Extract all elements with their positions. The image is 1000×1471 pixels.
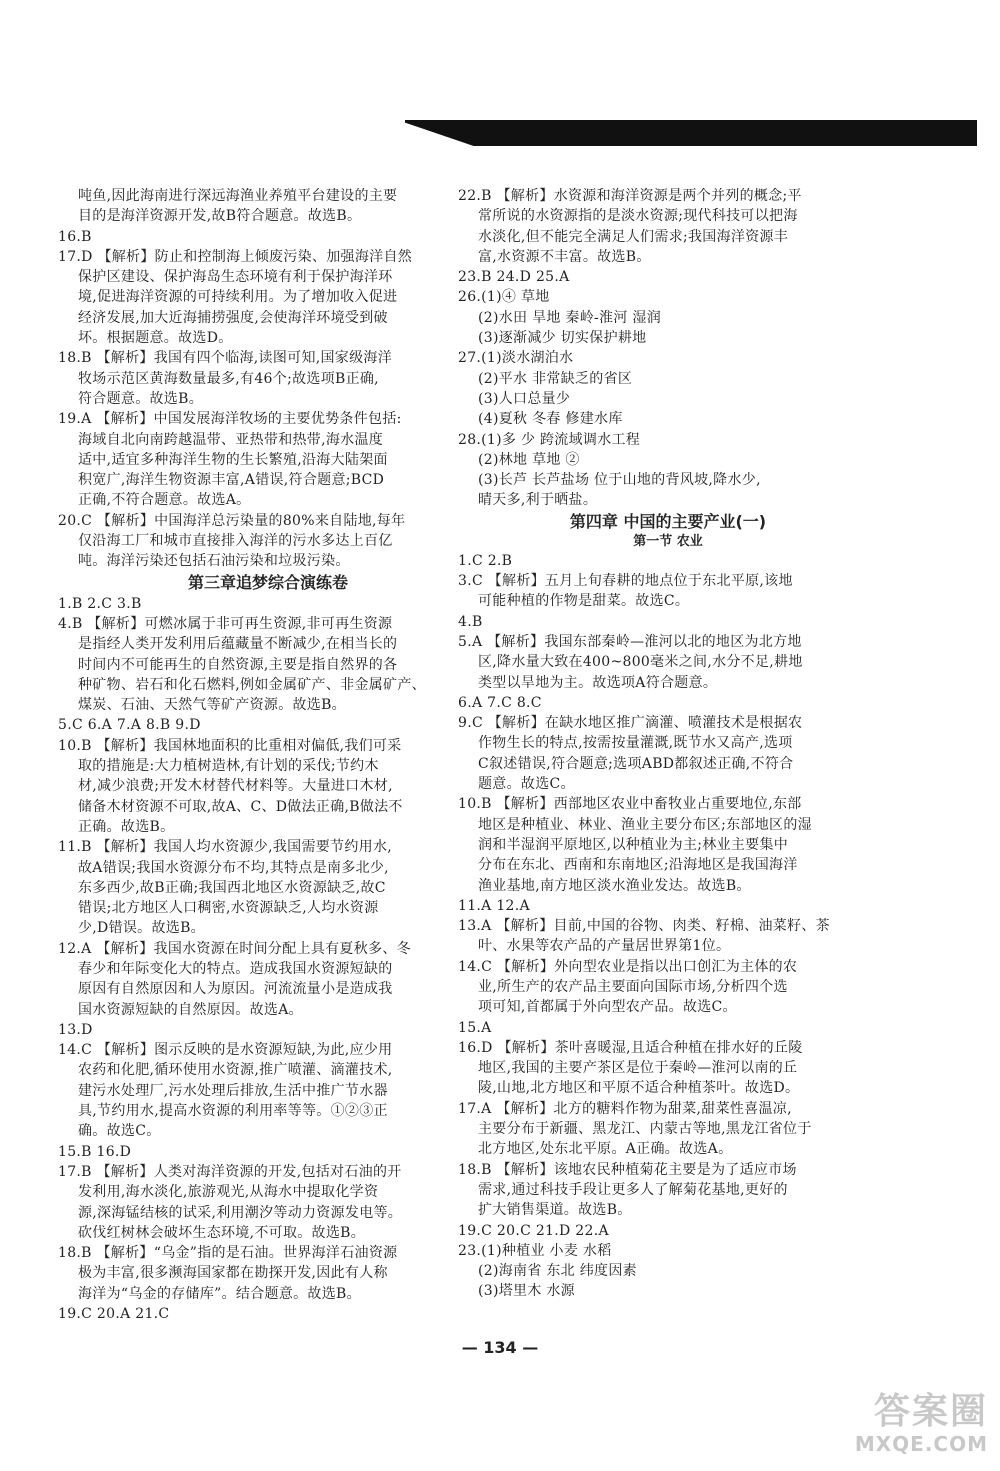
answer-line: 富,水资源不丰富。故选B。 <box>478 248 651 265</box>
answer-line: 20.C 【解析】中国海洋总污染量的80%来自陆地,每年 <box>58 512 406 529</box>
answer-line: 海洋为“乌金的存储库”。结合题意。故选B。 <box>78 1285 361 1302</box>
answer-line: 18.B 【解析】“乌金”指的是石油。世界海洋石油资源 <box>58 1245 398 1262</box>
answer-line: 春少和年际变化大的特点。造成我国水资源短缺的 <box>78 960 393 977</box>
answer-line: 地区是种植业、林业、渔业主要分布区;东部地区的湿 <box>478 816 812 833</box>
answer-line: 13.D <box>58 1021 93 1038</box>
answer-line: 11.A 12.A <box>458 897 530 914</box>
answer-line: 扩大销售渠道。故选B。 <box>478 1202 632 1219</box>
answer-line: 18.B 【解析】我国有四个临海,读图可知,国家级海洋 <box>58 350 393 367</box>
section-subheading: 第一节 农业 <box>633 533 703 549</box>
header-decoration-bar <box>405 120 977 146</box>
answer-line: 建污水处理厂,污水处理后排放,生活中推广节水器 <box>78 1082 388 1099</box>
answer-line: 确。故选C。 <box>78 1123 161 1140</box>
answer-line: (2)林地 草地 ② <box>478 451 580 468</box>
answer-line: 目的是海洋资源开发,故B符合题意。故选B。 <box>78 208 362 225</box>
answer-line: 26.(1)④ 草地 <box>458 289 550 306</box>
answer-line: 19.C 20.C 21.D 22.A <box>458 1222 609 1239</box>
answer-line: 17.A 【解析】北方的糖料作物为甜菜,甜菜性喜温凉, <box>458 1100 792 1117</box>
answer-line: 正确,不符合题意。故选A。 <box>78 492 251 509</box>
answer-line: 业,所生产的农产品主要面向国际市场,分析四个选 <box>478 978 788 995</box>
answer-line: (3)逐渐减少 切实保护耕地 <box>478 330 647 347</box>
answer-line: 时间内不可能再生的自然资源,主要是指自然界的各 <box>78 656 398 673</box>
right-column <box>458 186 878 1302</box>
answer-line: 分布在东北、西南和东南地区;沿海地区是我国海洋 <box>478 857 798 874</box>
answer-line: 27.(1)淡水湖泊水 <box>458 350 574 367</box>
answer-line: 源,深海锰结核的试采,利用潮汐等动力资源发电等。 <box>78 1204 403 1221</box>
answer-line: 材,减少浪费;开发木材替代材料等。大量进口木材, <box>78 778 393 795</box>
answer-line: 可能种植的作物是甜菜。故选C。 <box>478 593 690 610</box>
answer-line: 15.B 16.D <box>58 1143 132 1160</box>
answer-line: 11.B 【解析】我国人均水资源少,我国需要节约用水, <box>58 839 393 856</box>
answer-line: 牧场示范区黄海数量最多,有46个;故选项B正确, <box>78 370 379 387</box>
answer-line: (2)海南省 东北 纬度因素 <box>478 1263 637 1280</box>
answer-line: 5.A 【解析】我国东部秦岭—淮河以北的地区为北方地 <box>458 633 802 650</box>
answer-line: 6.A 7.C 8.C <box>458 694 542 711</box>
answer-line: 14.C 【解析】图示反映的是水资源短缺,为此,应少用 <box>58 1042 393 1059</box>
answer-line: 种矿物、岩石和化石燃料,例如金属矿产、非金属矿产、 <box>78 676 426 693</box>
answer-line: 是指经人类开发利用后蕴藏量不断减少,在相当长的 <box>78 636 398 653</box>
answer-line: 境,促进海洋资源的可持续利用。为了增加收入促进 <box>78 289 398 306</box>
answer-line: 9.C 【解析】在缺水地区推广滴灌、喷灌技术是根据农 <box>458 715 803 732</box>
answer-line: 17.B 【解析】人类对海洋资源的开发,包括对石油的开 <box>58 1163 402 1180</box>
answer-line: 发利用,海水淡化,旅游观光,从海水中提取化学资 <box>78 1184 379 1201</box>
answer-line: 4.B 【解析】可燃冰属于非可再生资源,非可再生资源 <box>58 615 393 632</box>
answer-line: 国水资源短缺的自然原因。故选A。 <box>78 1001 303 1018</box>
answer-line: 28.(1)多 少 跨流域调水工程 <box>458 431 641 448</box>
answer-line: 16.B <box>58 228 92 245</box>
answer-line: 渔业基地,南方地区淡水渔业发达。故选B。 <box>478 877 751 894</box>
answer-line: 23.B 24.D 25.A <box>458 269 570 286</box>
answer-line: 需求,通过科技手段让更多人了解菊花基地,更好的 <box>478 1181 788 1198</box>
watermark-logo: 答案圈 <box>873 1391 988 1432</box>
answer-line: 东多西少,故B正确;我国西北地区水资源缺乏,故C <box>78 879 386 896</box>
page-number: — 134 — <box>461 1338 539 1357</box>
answer-line: 主要分布于新疆、黑龙江、内蒙古等地,黑龙江省位于 <box>478 1121 812 1138</box>
answer-line: 作物生长的特点,按需按量灌溉,既节水又高产,选项 <box>478 735 793 752</box>
answer-line: 适中,适宜多种海洋生物的生长繁殖,沿海大陆架面 <box>78 451 388 468</box>
answer-line: 16.D 【解析】茶叶喜暖湿,且适合种植在排水好的丘陵 <box>458 1039 803 1056</box>
answer-line: 润和半湿润平原地区,以种植业为主;林业主要集中 <box>478 836 789 853</box>
answer-line: 10.B 【解析】西部地区农业中畜牧业占重要地位,东部 <box>458 796 802 813</box>
watermark-url: MXQE.COM <box>854 1432 988 1456</box>
answer-line: 北方地区,处东北平原。A正确。故选A。 <box>478 1141 733 1158</box>
answer-line: 5.C 6.A 7.A 8.B 9.D <box>58 717 201 734</box>
answer-line: 仅沿海工厂和城市直接排入海洋的污水多达上百亿 <box>78 533 393 550</box>
answer-line: 保护区建设、保护海岛生态环境有利于保护海洋环 <box>78 269 393 286</box>
answer-line: 原因有自然原因和人为原因。河流流量小是造成我 <box>78 981 393 998</box>
answer-line: 陵,山地,北方地区和平原不适合种植茶叶。故选D。 <box>478 1080 800 1097</box>
answer-line: 19.C 20.A 21.C <box>58 1306 170 1323</box>
answer-line: (3)长芦 长芦盐场 位于山地的背风坡,降水少, <box>478 472 761 489</box>
answer-line: (3)人口总量少 <box>478 390 571 407</box>
answer-line: C叙述错误,符合题意;选项ABD都叙述正确,不符合 <box>478 755 794 772</box>
answer-line: 18.B 【解析】该地农民种植菊花主要是为了适应市场 <box>458 1161 797 1178</box>
answer-line: 叶、水果等农产品的产量居世界第1位。 <box>478 938 731 955</box>
answer-line: 吨。海洋污染还包括石油污染和垃圾污染。 <box>78 553 350 570</box>
answer-line: 22.B 【解析】水资源和海洋资源是两个并列的概念;平 <box>458 188 802 204</box>
answer-line: 海域自北向南跨越温带、亚热带和热带,海水温度 <box>78 431 384 448</box>
answer-line: 储备木材资源不可取,故A、C、D做法正确,B做法不 <box>78 798 403 815</box>
answer-line: 项可知,首都属于外向型农产品。故选C。 <box>478 999 737 1016</box>
left-column <box>58 186 478 1324</box>
answer-line: (3)塔里木 水源 <box>478 1283 575 1300</box>
answer-line: 1.B 2.C 3.B <box>58 595 142 612</box>
answer-line: 10.B 【解析】我国林地面积的比重相对偏低,我们可采 <box>58 737 402 754</box>
answer-line: 23.(1)种植业 小麦 水稻 <box>458 1242 612 1259</box>
answer-line: 15.A <box>458 1019 492 1036</box>
answer-line: 坏。根据题意。故选D。 <box>78 330 233 347</box>
answer-line: 13.A 【解析】目前,中国的谷物、肉类、籽棉、油菜籽、茶 <box>458 918 830 935</box>
answer-line: 农药和化肥,循环使用水资源,推广喷灌、滴灌技术, <box>78 1062 393 1079</box>
answer-line: 经济发展,加大近海捕捞强度,会使海洋环境受到破 <box>78 309 388 326</box>
answer-line: 晴天多,利于晒盐。 <box>478 492 598 509</box>
answer-line: 题意。故选C。 <box>478 776 575 793</box>
answer-line: 故A错误;我国水资源分布不均,其特点是南多北少, <box>78 859 389 876</box>
answer-line: 少,D错误。故选B。 <box>78 920 205 937</box>
answer-line: 地区,我国的主要产茶区是位于秦岭—淮河以南的丘 <box>478 1060 798 1077</box>
answer-line: 14.C 【解析】外向型农业是指以出口创汇为主体的农 <box>458 958 798 975</box>
answer-line: 1.C 2.B <box>458 552 513 569</box>
answer-line: 具,节约用水,提高水资源的利用率等等。①②③正 <box>78 1103 388 1120</box>
answer-line: 吨鱼,因此海南进行深远海渔业养殖平台建设的主要 <box>78 188 398 204</box>
section-heading: 第三章追梦综合演练卷 <box>187 572 348 592</box>
answer-line: 17.D 【解析】防止和控制海上倾废污染、加强海洋自然 <box>58 248 413 265</box>
answer-line: 符合题意。故选B。 <box>78 390 203 407</box>
answer-line: 砍伐红树林会破坏生态环境,不可取。故选B。 <box>78 1224 366 1241</box>
answer-line: 煤炭、石油、天然气等矿产资源。故选B。 <box>78 697 346 714</box>
answer-line: 常所说的水资源指的是淡水资源;现代科技可以把海 <box>478 208 798 225</box>
section-heading: 第四章 中国的主要产业(一) <box>569 511 767 531</box>
answer-line: 19.A 【解析】中国发展海洋牧场的主要优势条件包括: <box>58 411 402 428</box>
answer-line: 4.B <box>458 613 483 630</box>
answer-line: 区,降水量大致在400~800毫米之间,水分不足,耕地 <box>478 654 803 671</box>
answer-line: 积宽广,海洋生物资源丰富,A错误,符合题意;BCD <box>78 472 385 489</box>
answer-line: (4)夏秋 冬春 修建水库 <box>478 411 623 428</box>
answer-line: (2)平水 非常缺乏的省区 <box>478 370 633 387</box>
answer-line: 水淡化,但不能完全满足人们需求;我国海洋资源丰 <box>478 228 789 245</box>
answer-line: 极为丰富,很多濒海国家都在勘探开发,因此有人称 <box>78 1265 388 1282</box>
answer-line: 正确。故选B。 <box>78 818 175 835</box>
answer-line: 类型以旱地为主。故选项A符合题意。 <box>478 674 718 691</box>
answer-line: 12.A 【解析】我国水资源在时间分配上具有夏秋多、冬 <box>58 940 411 957</box>
answer-line: 取的措施是:大力植树造林,有计划的采伐;节约木 <box>78 758 379 775</box>
answer-line: (2)水田 旱地 秦岭-淮河 湿润 <box>478 309 662 326</box>
answer-line: 错误;北方地区人口稠密,水资源缺乏,人均水资源 <box>78 900 379 917</box>
answer-line: 3.C 【解析】五月上旬春耕的地点位于东北平原,该地 <box>458 573 793 590</box>
watermark <box>808 1392 988 1462</box>
